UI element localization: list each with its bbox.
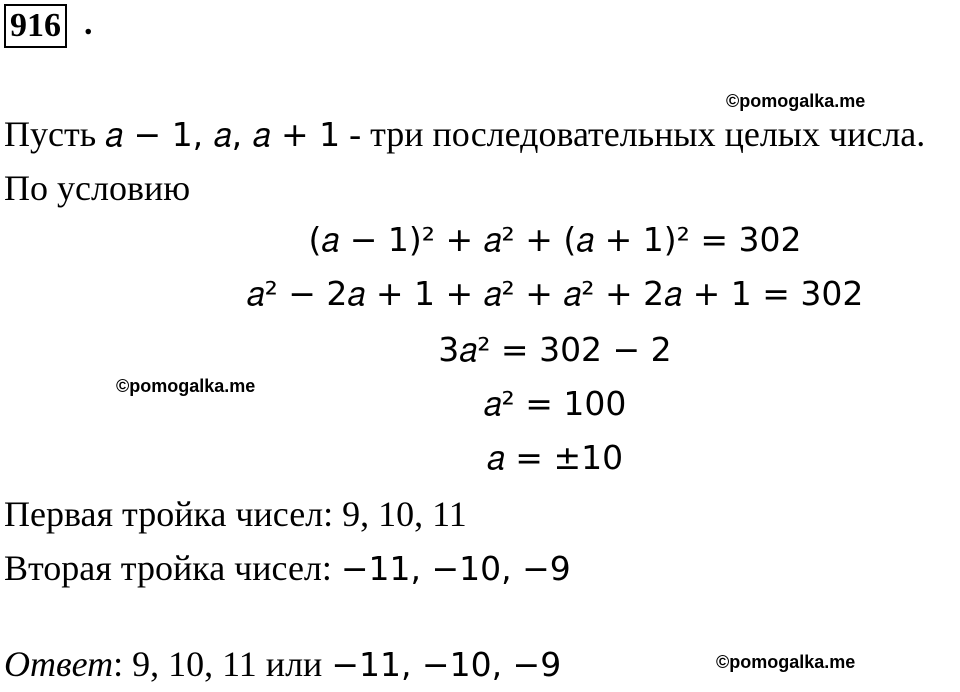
equation-2: 𝑎² − 2𝑎 + 1 + 𝑎² + 𝑎² + 2𝑎 + 1 = 302 (246, 274, 864, 313)
answer-line (4, 642, 561, 687)
equation-1: (𝑎 − 1)² + 𝑎² + (𝑎 + 1)² = 302 (308, 220, 802, 259)
second-triple-values: −11, −10, −9 (340, 549, 571, 588)
condition-label: По условию (4, 168, 191, 208)
equation-3: 3𝑎² = 302 − 2 (438, 330, 672, 369)
answer-colon: : (113, 644, 133, 684)
problem-number-dot: . (84, 5, 93, 42)
answer-values-math: −11, −10, −9 (331, 645, 562, 684)
intro-expression: 𝑎 − 1, 𝑎, 𝑎 + 1 (105, 115, 341, 154)
answer-values-plain: 9, 10, 11 или (132, 644, 332, 684)
intro-lead: Пусть (4, 114, 106, 154)
equation-5: 𝑎 = ±10 (486, 438, 624, 477)
first-triple: Первая тройка чисел: 9, 10, 11 (4, 494, 467, 534)
watermark-bottom: ©pomogalka.me (716, 652, 856, 672)
intro-tail: - три последовательных целых числа. (340, 114, 926, 154)
problem-number: 916 (4, 4, 67, 48)
equation-4: 𝑎² = 100 (483, 384, 627, 423)
watermark-middle: ©pomogalka.me (116, 376, 256, 396)
watermark-top: ©pomogalka.me (726, 91, 866, 111)
second-triple (4, 546, 571, 591)
intro-line (4, 112, 925, 157)
second-triple-label: Вторая тройка чисел: (4, 548, 341, 588)
answer-label: Ответ (4, 644, 114, 684)
